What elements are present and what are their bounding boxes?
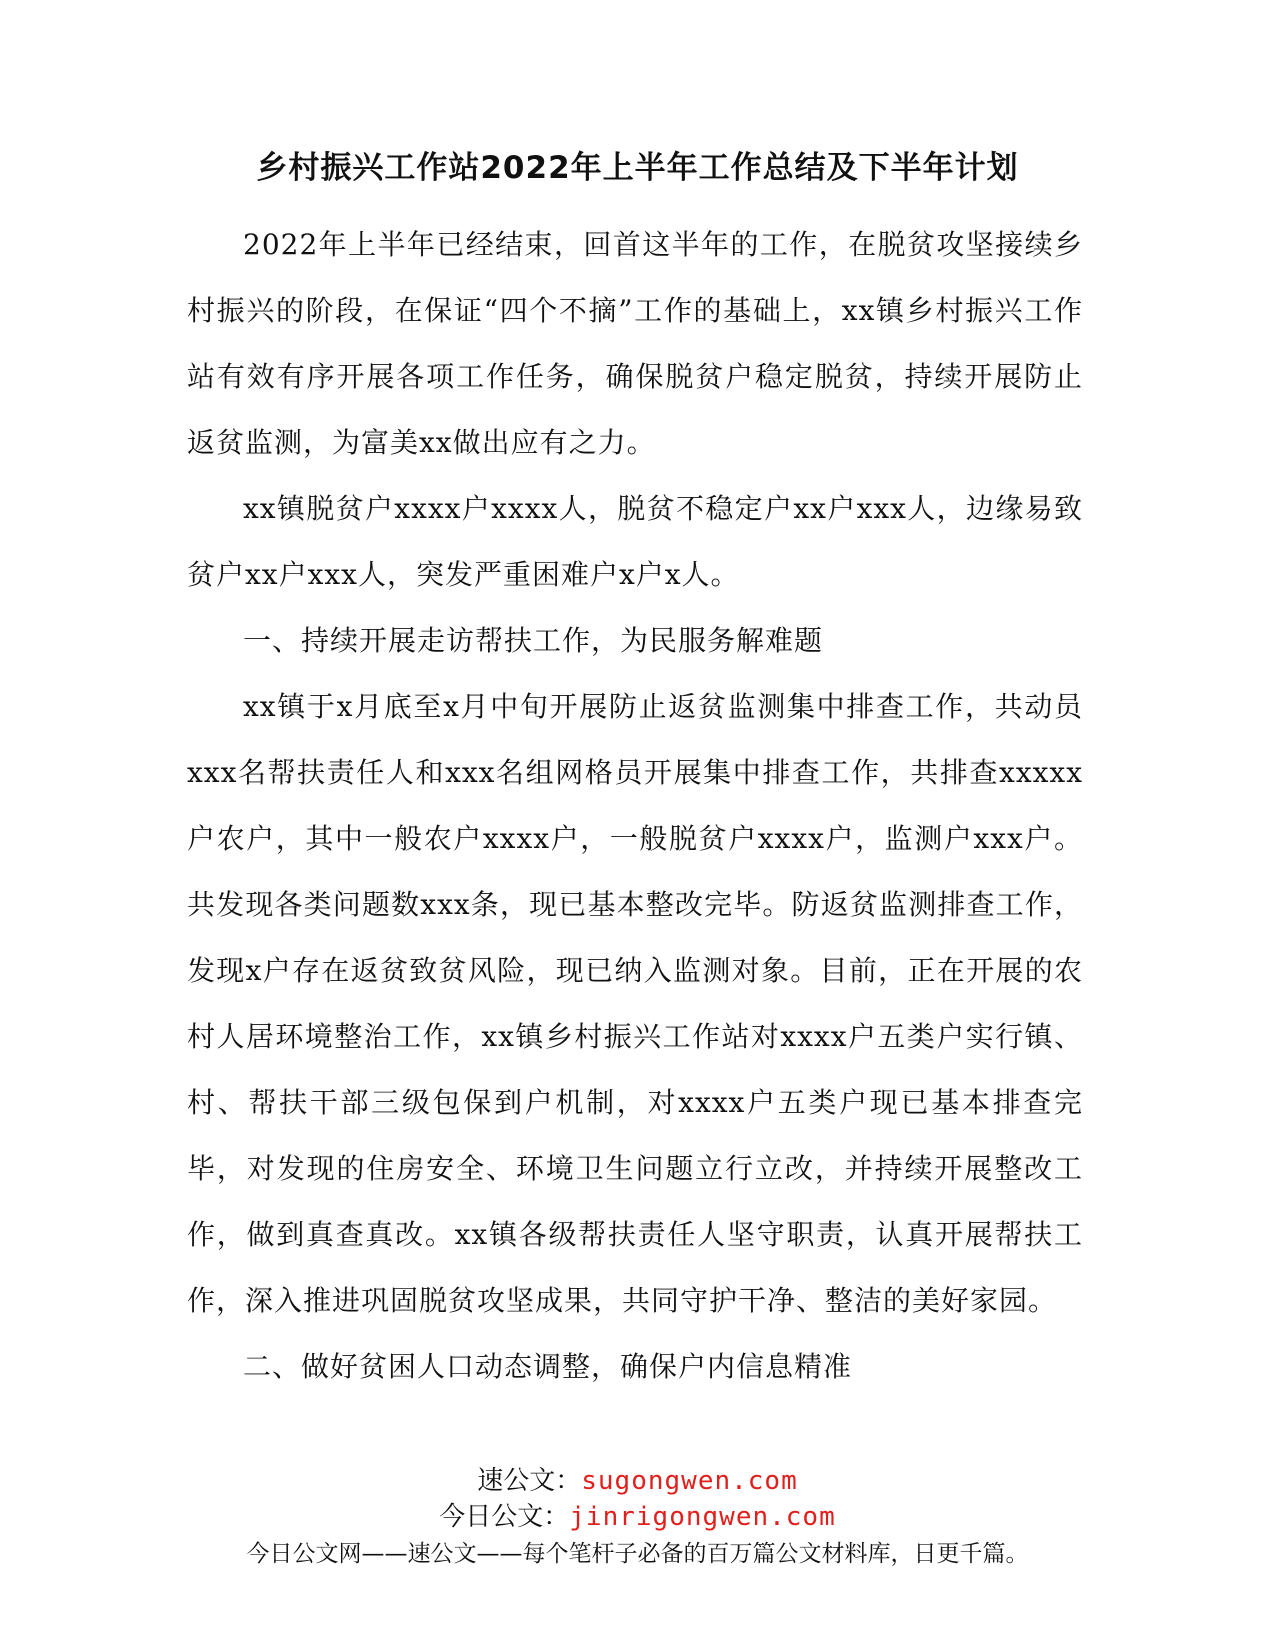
section-1-paragraph: xx镇于x月底至x月中旬开展防止返贫监测集中排查工作，共动员xxx名帮扶责任人和xxx名组网格员开展集中排查工作，共排查xxxxx户农户，其中一般农户xxxx户，一般脱贫户xxxx户，监测户xxx户。共发现各类问题数xxx条，现已基本整改完毕。防返贫监测排查工作，发现x户存在返贫致贫风险，现已纳入监测对象。目前，正在开展的农村人居环境整治工作，xx镇乡村振兴工作站对xxxx户五类户实行镇、村、帮扶干部三级包保到户机制，对xxxx户五类户现已基本排查完毕，对发现的住房安全、环境卫生问题立行立改，并持续开展整改工作，做到真查真改。xx镇各级帮扶责任人坚守职责，认真开展帮扶工作，深入推进巩固脱贫攻坚成果，共同守护干净、整洁的美好家园。 [187, 690, 1083, 1317]
footer-jinrigongwen [0, 1501, 1275, 1533]
section-1-heading: 一、持续开展走访帮扶工作，为民服务解难题 [243, 624, 824, 657]
footer-jinrigongwen-link[interactable]: jinrigongwen.com [569, 1502, 836, 1532]
footer-sugongwen [0, 1465, 1275, 1497]
footer-slogan: 今日公文网——速公文——每个笔杆子必备的百万篇公文材料库，日更千篇。 [246, 1541, 1029, 1567]
document-title: 乡村振兴工作站2022年上半年工作总结及下半年计划 [256, 150, 1019, 186]
intro-paragraph: 2022年上半年已经结束，回首这半年的工作，在脱贫攻坚接续乡村振兴的阶段，在保证“四个不摘”工作的基础上，xx镇乡村振兴工作站有效有序开展各项工作任务，确保脱贫户稳定脱贫，持续开展防止返贫监测，为富美xx做出应有之力。 [187, 228, 1083, 459]
section-2-heading: 二、做好贫困人口动态调整，确保户内信息精准 [243, 1350, 853, 1383]
statistics-paragraph: xx镇脱贫户xxxx户xxxx人，脱贫不稳定户xx户xxx人，边缘易致贫户xx户xxx人，突发严重困难户x户x人。 [187, 492, 1083, 591]
footer-sugongwen-link[interactable]: sugongwen.com [581, 1466, 798, 1496]
footer-sugongwen-label: 速公文： [477, 1466, 582, 1496]
footer-jinrigongwen-label: 今日公文： [439, 1502, 570, 1532]
document-body [187, 212, 1083, 1400]
